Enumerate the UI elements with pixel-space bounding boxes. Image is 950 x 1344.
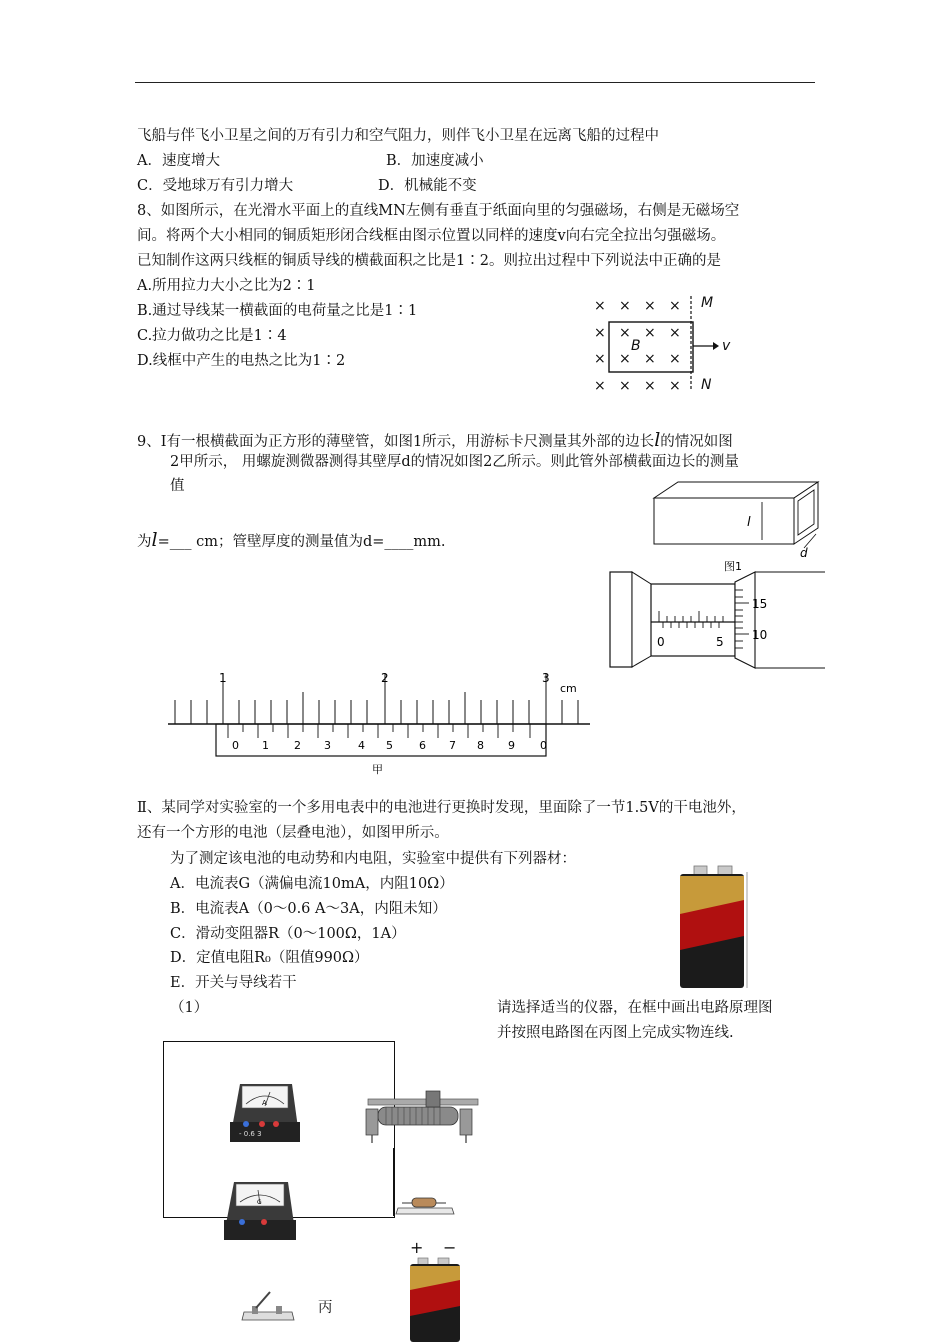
q9-line3: 值 [170,478,185,494]
tube-figure [648,478,833,573]
sleeve-0: 0 [657,635,665,649]
field-cross: × [669,351,681,367]
caliper-main-3: 3 [542,671,550,685]
q9-answer-line: 为l=___ cm；管壁厚度的测量值为d=____mm. [137,529,446,551]
vernier-9: 9 [508,739,515,752]
label-b: B [631,338,641,354]
caliper-main-1: 1 [219,671,227,685]
battery-photo [678,866,750,990]
label-d: d [800,546,808,560]
field-cross: × [669,378,681,394]
battery-minus: − [443,1238,457,1257]
field-cross: × [644,298,656,314]
caliper-figure [168,668,598,778]
field-cross: × [644,325,656,341]
field-cross: × [669,325,681,341]
q7-option-d: D．机械能不变 [378,178,477,194]
q9b-line2: 还有一个方形的电池（层叠电池），如图甲所示。 [137,825,449,841]
q8-option-d: D.线框中产生的电热之比为1∶2 [137,353,346,369]
vernier-2: 2 [294,739,301,752]
q9b-line1: Ⅱ、某同学对实验室的一个多用电表中的电池进行更换时发现，里面除了一节1.5V的干电池外， [137,800,746,816]
q9-line1: 9、Ⅰ有一根横截面为正方形的薄壁管，如图1所示，用游标卡尺测量其外部的边长l的情况如图 [137,429,733,451]
q9b-item-a: A．电流表G（满偏电流10mA，内阻10Ω） [170,876,454,892]
caliper-main-2: 2 [381,671,389,685]
q9b-instruction-2: 并按照电路图在丙图上完成实物连线. [497,1025,734,1041]
q8-option-c: C.拉力做功之比是1∶4 [137,328,287,344]
q9b-item-c: C．滑动变阻器R（0～100Ω，1A） [170,926,406,942]
field-cross: × [644,351,656,367]
q7-option-c: C．受地球万有引力增大 [137,178,294,194]
vernier-1: 1 [262,739,269,752]
q8-line2: 间。将两个大小相同的铜质矩形闭合线框由图示位置以同样的速度v向右完全拉出匀强磁场。 [137,228,726,244]
q7-stem: 飞船与伴飞小卫星之间的万有引力和空气阻力，则伴飞小卫星在远离飞船的过程中 [137,128,659,144]
galvanometer-g [224,1180,296,1242]
field-cross: × [644,378,656,394]
field-cross: × [619,378,631,394]
q9-line2: 2甲所示， 用螺旋测微器测得其壁厚d的情况如图2乙所示。则此管外部横截面边长的测量 [170,454,739,470]
label-m: M [701,295,714,311]
thimble-15: 15 [752,597,768,611]
field-cross: × [619,298,631,314]
q8-field-figure [585,290,745,400]
field-cross: × [669,298,681,314]
ammeter-a [230,1078,300,1144]
field-cross: × [619,351,631,367]
q7-option-b: B．加速度减小 [386,153,484,169]
thimble-10: 10 [752,628,768,642]
vernier-5: 5 [386,739,393,752]
rheostat [364,1085,484,1145]
header-rule [135,82,815,83]
label-n: N [701,377,712,393]
field-cross: × [594,378,606,394]
battery-9v [408,1258,462,1342]
vernier-0: 0 [232,739,239,752]
q9b-line3: 为了测定该电池的电动势和内电阻，实验室中提供有下列器材： [170,851,576,867]
q9b-item-d: D．定值电阻R₀（阻值990Ω） [170,950,369,966]
vernier-4: 4 [358,739,365,752]
galvanometer-face: G [257,1199,262,1206]
label-l: l [747,515,751,530]
q8-option-b: B.通过导线某一横截面的电荷量之比是1∶1 [137,303,418,319]
caliper-caption: 甲 [372,763,383,776]
field-cross: × [594,351,606,367]
q9b-instruction-1: 请选择适当的仪器，在框中画出电路原理图 [497,1000,773,1016]
figure-bing-label: 丙 [318,1300,333,1316]
knife-switch [240,1290,296,1324]
q9b-sub1: （1） [170,1000,209,1016]
vernier-3: 3 [324,739,331,752]
sleeve-5: 5 [716,635,724,649]
vernier-8: 8 [477,739,484,752]
q9b-item-e: E．开关与导线若干 [170,975,297,991]
ammeter-a-face: A [262,1099,267,1107]
vernier-6: 6 [419,739,426,752]
q7-option-a: A．速度增大 [137,153,220,169]
q8-option-a: A.所用拉力大小之比为2∶1 [137,278,316,294]
field-cross: × [594,325,606,341]
ammeter-a-terminals: - 0.6 3 [239,1130,262,1138]
micrometer-figure [609,570,829,670]
fixed-resistor [396,1192,456,1218]
battery-plus: + [410,1238,424,1257]
label-v: v [722,338,731,354]
q8-line3: 已知制作这两只线框的铜质导线的横截面积之比是1∶2。则拉出过程中下列说法中正确的是 [137,253,721,269]
field-cross: × [594,298,606,314]
q8-line1: 8、如图所示，在光滑水平面上的直线MN左侧有垂直于纸面向里的匀强磁场，右侧是无磁场空 [137,203,740,219]
q9b-item-b: B．电流表A（0～0.6 A～3A，内阻未知） [170,901,447,917]
vernier-10: 0 [540,739,547,752]
fig1-caption: 图1 [724,560,742,573]
field-cross: × [619,325,631,341]
vernier-7: 7 [449,739,456,752]
frame-right-lead [393,1148,394,1216]
caliper-unit: cm [560,682,577,695]
